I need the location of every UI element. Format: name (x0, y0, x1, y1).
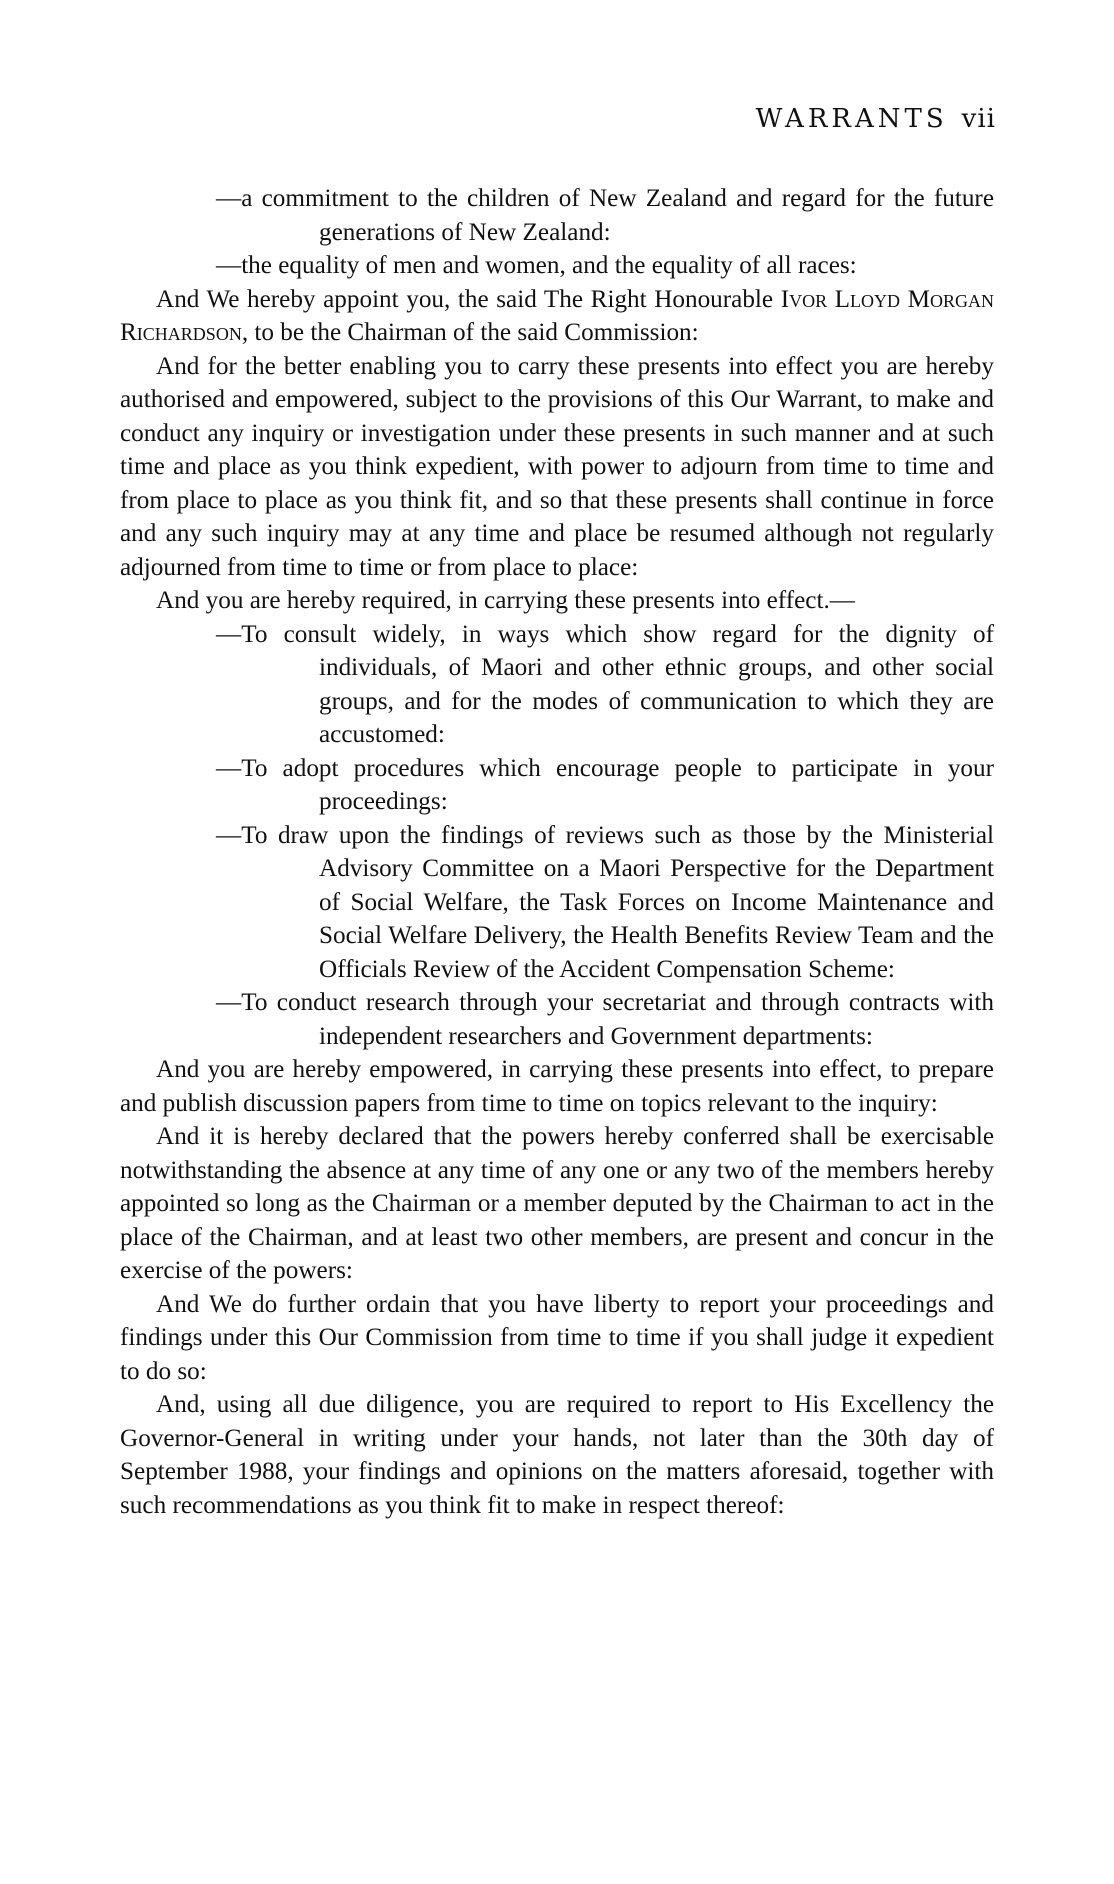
list-item: —the equality of men and women, and the equality of all races: (216, 252, 857, 279)
paragraph-declared: And it is hereby declared that the powers hereby conferred shall be exercisable notwithstanding the absence at any time of any one or any two of the members hereby appointed so long as the Chairman or a member deputed by the Chairman to act in the place of the Chairman, and at least two other members, are present and concur in the exercise of the powers: (120, 1123, 994, 1284)
running-head (120, 104, 996, 134)
paragraph-authorise: And for the better enabling you to carry these presents into effect you are hereby authorised and empowered, subject to the provisions of this Our Warrant, to make and conduct any inquiry or investigation under these presents in such manner and at such time and place as you think expedient, with power to adjourn from time to time and from place to place as you think fit, and so that these presents shall continue in force and any such inquiry may at any time and place be resumed although not regularly adjourned from time to time or from place to place: (120, 352, 994, 581)
paragraph-empowered: And you are hereby empowered, in carrying these presents into effect, to prepare and publish discussion papers from time to time on topics relevant to the inquiry: (120, 1056, 994, 1117)
paragraph-required: And you are hereby required, in carrying these presents into effect.— (156, 587, 855, 614)
chairman-name: Ivor Lloyd Morgan Richardson (120, 285, 995, 346)
paragraph-appoint (120, 283, 994, 350)
paragraph-report: And, using all due diligence, you are required to report to His Excellency the Governor-General in writing under your hands, not later than the 30th day of September 1988, your findings and opinions on the matters aforesaid, together with such recommendations as you think fit to make in respect thereof: (120, 1391, 994, 1519)
warrant-body (120, 182, 994, 1522)
page-number: vii (961, 104, 996, 134)
paragraph-ordain: And We do further ordain that you have liberty to report your proceedings and findings under this Our Commission from time to time if you shall judge it expedient to do so: (120, 1290, 994, 1385)
list-item: —To consult widely, in ways which show regard for the dignity of individuals, of Maori and other ethnic groups, and other social groups, and for the modes of communication to which they are accustomed: (216, 620, 994, 748)
list-item: —To draw upon the findings of reviews such as those by the Ministerial Advisory Committee on a Maori Perspective for the Department of Social Welfare, the Task Forces on Income Maintenance and Social Welfare Delivery, the Health Benefits Review Team and the Officials Review of the Accident Compensation Scheme: (216, 821, 994, 983)
section-title: WARRANTS (755, 104, 948, 134)
appoint-text-before: And We hereby appoint you, the said The Right Honourable (156, 285, 781, 313)
list-item: —To adopt procedures which encourage people to participate in your proceedings: (216, 754, 994, 815)
list-item: —To conduct research through your secretariat and through contracts with independent researchers and Government departments: (216, 989, 994, 1050)
list-item: —a commitment to the children of New Zealand and regard for the future generations of New Zealand: (216, 185, 994, 246)
appoint-text-after: , to be the Chairman of the said Commission: (241, 319, 699, 346)
